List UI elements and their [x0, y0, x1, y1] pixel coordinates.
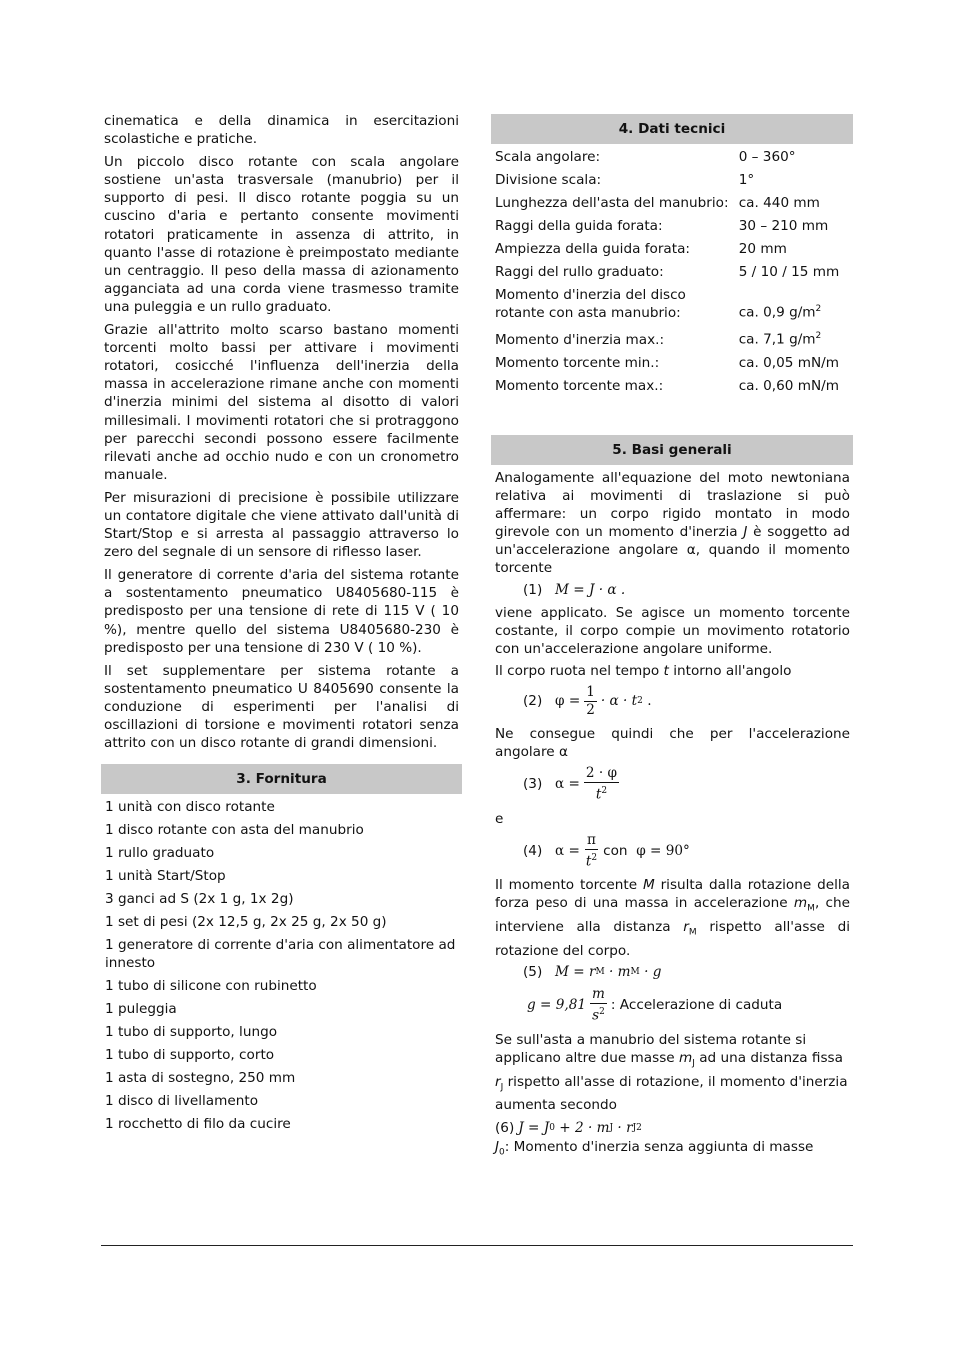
equation-6: (6) J = J 0 + 2 · m J · r J 2: [495, 1120, 642, 1137]
section-heading: 4. Dati tecnici: [491, 114, 853, 144]
list-item: 1 puleggia: [105, 1001, 177, 1017]
list-item: 1 disco rotante con asta del manubrio: [105, 822, 364, 838]
list-item: 1 asta di sostegno, 250 mm: [105, 1070, 296, 1086]
section-heading: 3. Fornitura: [101, 764, 462, 794]
supply-list: [101, 794, 462, 1133]
equation-5: (5) M = r M · m M · g: [523, 964, 662, 981]
table-row: [491, 354, 853, 377]
table-row: [491, 217, 853, 240]
left-column: [104, 112, 459, 1132]
table-row: [491, 171, 853, 194]
row-value: 0 – 360°: [738, 149, 796, 165]
list-item: 1 disco di livellamento: [105, 1093, 259, 1109]
paragraph: Se sull'asta a manubrio del sistema rotante si applicano altre due masse $m_J$ ad una distanza fissa $r_J$ rispetto all'asse di rotazione, il momento d'inerzia aumenta secondo: [495, 1031, 848, 1114]
row-value: 30 – 210 mm: [738, 218, 829, 234]
list-item: 1 tubo di supporto, corto: [105, 1047, 275, 1063]
row-label: Divisione scala:: [495, 172, 602, 188]
equation-2: (2) φ = $\frac{1}{2}$ · α · t 2 .: [523, 683, 652, 718]
row-label: Raggi del rullo graduato:: [495, 264, 664, 280]
equation-3: (3) α = $\frac{2 \cdot \varphi}{t^2}$: [523, 765, 618, 803]
fraction: $\frac{2 \cdot \varphi}{t^2}$: [585, 765, 618, 803]
intro-paragraph: Grazie all'attrito molto scarso bastano momenti torcenti molto bassi per attivare i movimenti rotatori, cosicché l'influenza dell'inerzia della massa in accelerazione rimane anche con momenti d'inerzia minimi del sistema al disotto di valori millesimali. I movimenti rotatori che si protraggono per parecchi secondi possono essere facilmente rilevati anche ad occhio nudo e con un cronometro manuale.: [104, 322, 459, 483]
row-label: Lunghezza dell'asta del manubrio:: [495, 195, 729, 211]
row-value: 20 mm: [738, 241, 787, 257]
row-value: ca. 440 mm: [738, 195, 820, 211]
table-row: [491, 194, 853, 217]
row-value: ca. 7,1 $g/m^2$: [738, 331, 822, 348]
intro-paragraph: Il set supplementare per sistema rotante a sostentamento pneumatico U 8405690 consente la conduzione di esperimenti per l'analisi di oscillazioni di torsione e movimenti rotatori senza attrito con un disco rotante di grandi dimensioni.: [104, 662, 459, 752]
list-item: 1 tubo di supporto, lungo: [105, 1024, 278, 1040]
row-label: Momento torcente max.:: [495, 377, 664, 394]
row-value: ca. 0,05 mN/m: [738, 354, 839, 371]
table-row: [491, 240, 853, 263]
intro-paragraph: Per misurazioni di precisione è possibile utilizzare un contatore digitale che viene attivato dall'unità di Start/Stop e si arresta al passaggio attraverso lo zero del segnale di un sensore di riflesso laser.: [104, 489, 459, 561]
table-row: [491, 327, 853, 354]
fraction: $\frac{1}{2}$: [586, 683, 595, 718]
paragraph: Ne consegue quindi che per l'accelerazione angolare α: [495, 725, 850, 761]
row-value: 5 / 10 / 15 mm: [738, 264, 840, 280]
basi-section: [491, 435, 853, 1166]
intro-paragraph: Il generatore di corrente d'aria del sistema rotante a sostentamento pneumatico U8405680-115 è predisposto per una tensione di rete di 115 V ( 10 %), mentre quello del sistema U8405680-230 è predisposto per una tensione di 230 V ( 10 %).: [104, 567, 459, 656]
list-item: 1 tubo di silicone con rubinetto: [105, 978, 317, 994]
equation-4: (4) α = $\frac{\pi}{t^2}$ con φ = 90°: [523, 831, 690, 870]
basi-body: [491, 465, 853, 1162]
row-label: Ampiezza della guida forata:: [495, 241, 690, 257]
list-item: 1 unità con disco rotante: [105, 799, 275, 815]
list-item: 1 rocchetto di filo da cucire: [105, 1116, 291, 1132]
paragraph: Analogamente all'equazione del moto newtoniana relativa ai movimenti di traslazione si può affermare: un corpo rigido montato in modo girevole con un momento d'inerzia J è soggetto ad un'accelerazione angolare α, quando il momento torcente: [495, 470, 850, 577]
paragraph: e: [495, 810, 504, 827]
table-row: [491, 263, 853, 286]
dati-section: [491, 114, 853, 400]
paragraph: viene applicato. Se agisce un momento torcente costante, il corpo compie un movimento rotatorio con un'accelerazione angolare uniforme.: [495, 604, 850, 657]
section-heading: 5. Basi generali: [491, 435, 853, 465]
equation-1: (1) M = J · α .: [523, 581, 626, 598]
list-item: 1 set di pesi (2x 12,5 g, 2x 25 g, 2x 50 g): [105, 914, 387, 930]
list-item: 1 generatore di corrente d'aria con alimentatore ad innesto: [105, 937, 456, 971]
equation-g: g = 9,81 $\frac{m}{s^2}$ : Accelerazione di caduta: [527, 986, 783, 1024]
fraction: $\frac{m}{s^2}$: [592, 986, 605, 1024]
tech-data-table: [491, 148, 853, 400]
table-row: [491, 286, 853, 327]
table-row: [491, 377, 853, 400]
row-value: ca. 0,9 $g/m^2$: [738, 304, 822, 321]
table-row: [491, 148, 853, 171]
row-value: 1°: [738, 172, 755, 188]
list-item: 1 unità Start/Stop: [105, 868, 226, 884]
list-item: 3 ganci ad S (2x 1 g, 1x 2g): [105, 891, 294, 907]
row-label: Momento d'inerzia del disco rotante con asta manubrio:: [495, 287, 686, 321]
fornitura-section: [101, 764, 462, 1138]
row-value: ca. 0,60 mN/m: [738, 377, 839, 394]
row-label: Raggi della guida forata:: [495, 218, 663, 234]
intro-paragraph: Un piccolo disco rotante con scala angolare sostiene un'asta trasversale (manubrio) per il supporto di pesi. Il disco rotante poggia su un cuscino d'aria e pertanto consente movimenti rotatori praticamente in assenza di attrito, in quanto l'asse di rotazione è preimpostato mediante un centraggio. Il peso della massa di azionamento agganciata ad una corda viene trasmesso tramite una puleggia e un rullo graduato.: [104, 154, 459, 315]
paragraph: Il corpo ruota nel tempo t intorno all'angolo: [495, 662, 792, 679]
intro-paragraph: cinematica e della dinamica in esercitazioni scolastiche e pratiche.: [104, 113, 459, 148]
footer-rule: [101, 1245, 853, 1246]
fraction: $\frac{\pi}{t^2}$: [585, 831, 598, 870]
paragraph: $J_0$: Momento d'inerzia senza aggiunta di masse: [495, 1139, 814, 1159]
row-label: Momento d'inerzia max.:: [495, 331, 665, 348]
right-column: [491, 114, 853, 1159]
list-item: 1 rullo graduato: [105, 845, 215, 861]
row-label: Scala angolare:: [495, 149, 601, 165]
paragraph: Il momento torcente M risulta dalla rotazione della forza peso di una massa in accelerazione $m_M$, che interviene alla distanza $r_M$ rispetto all'asse di rotazione del corpo.: [495, 877, 850, 959]
row-label: Momento torcente min.:: [495, 354, 660, 371]
